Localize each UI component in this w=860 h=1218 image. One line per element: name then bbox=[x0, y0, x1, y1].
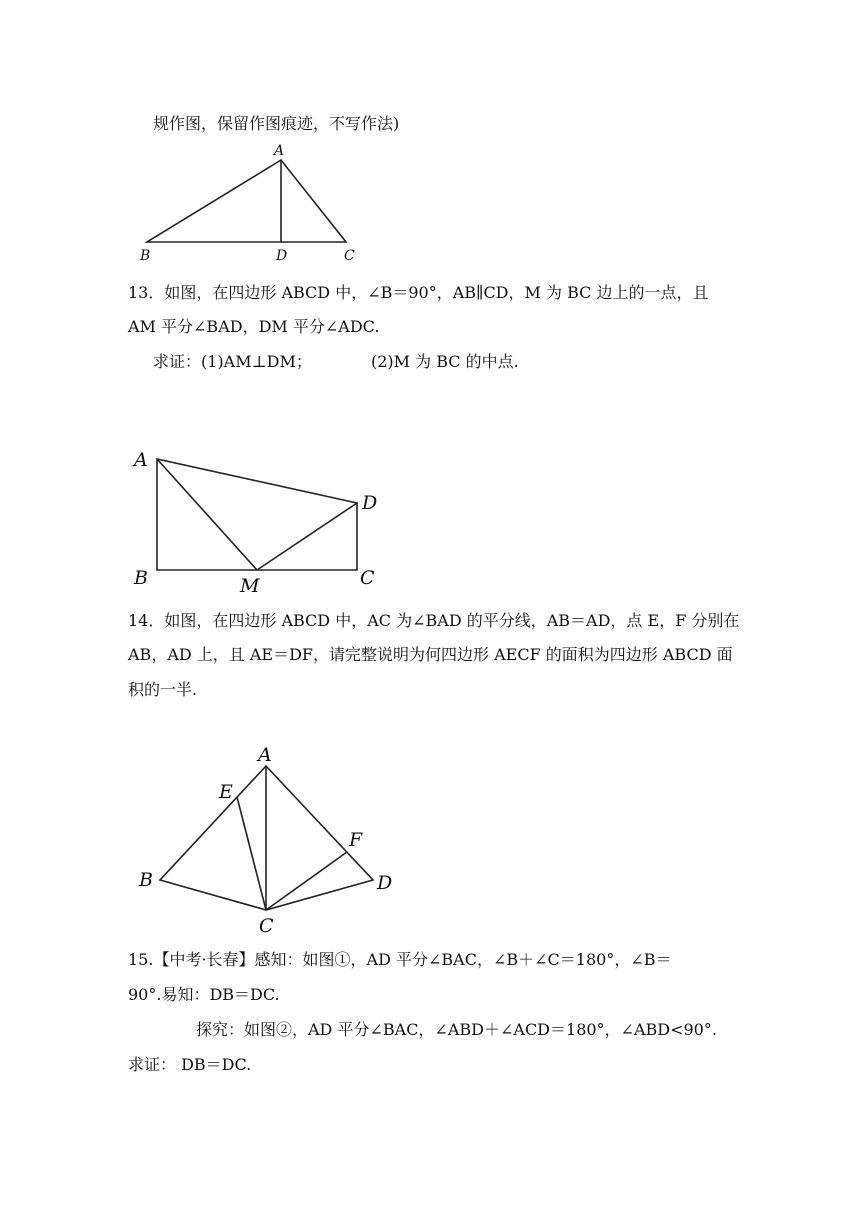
problem-15-line-4: 求证： DB＝DC. bbox=[128, 1055, 252, 1074]
label-d: D bbox=[362, 492, 378, 514]
problem-15-line-2: 90°.易知：DB＝DC. bbox=[128, 985, 280, 1004]
label-b: B bbox=[140, 248, 151, 264]
segment-fc bbox=[266, 852, 347, 910]
problem-15-line-3: 探究：如图②，AD 平分∠BAC，∠ABD＋∠ACD＝180°，∠ABD<90°. bbox=[196, 1020, 717, 1039]
label-a: A bbox=[134, 449, 148, 471]
label-e: E bbox=[219, 781, 233, 803]
problem-14-line-2: AB，AD 上，且 AE＝DF，请完整说明为何四边形 AECF 的面积为四边形 ABCD 面 bbox=[128, 645, 733, 664]
problem-13-proof-1: 求证：(1)AM⊥DM； bbox=[153, 352, 312, 371]
problem-14-line-3: 积的一半. bbox=[128, 680, 198, 699]
label-c: C bbox=[360, 567, 375, 589]
label-a: A bbox=[274, 143, 285, 159]
problem-14-line-1: 14．如图，在四边形 ABCD 中，AC 为∠BAD 的平分线，AB＝AD，点 E，F 分别在 bbox=[128, 611, 740, 630]
label-d: D bbox=[276, 248, 288, 264]
label-m: M bbox=[240, 575, 260, 597]
problem-13-line-1: 13．如图，在四边形 ABCD 中，∠B＝90°，AB∥CD，M 为 BC 边上的一点，且 bbox=[128, 283, 709, 302]
label-b: B bbox=[139, 869, 153, 891]
label-a: A bbox=[258, 744, 272, 766]
text-line-1: 规作图，保留作图痕迹，不写作法) bbox=[153, 114, 400, 133]
segment-ec bbox=[237, 797, 266, 910]
problem-13-line-2: AM 平分∠BAD，DM 平分∠ADC. bbox=[128, 317, 380, 336]
label-c: C bbox=[344, 248, 355, 264]
problem-15-line-1: 15.【中考·长春】感知：如图①，AD 平分∠BAC，∠B＋∠C＝180°，∠B＝ bbox=[128, 950, 672, 969]
label-f: F bbox=[349, 829, 363, 851]
label-c: C bbox=[259, 915, 274, 937]
label-d: D bbox=[377, 872, 393, 894]
label-b: B bbox=[134, 567, 148, 589]
problem-13-proof-2: (2)M 为 BC 的中点. bbox=[371, 352, 519, 371]
